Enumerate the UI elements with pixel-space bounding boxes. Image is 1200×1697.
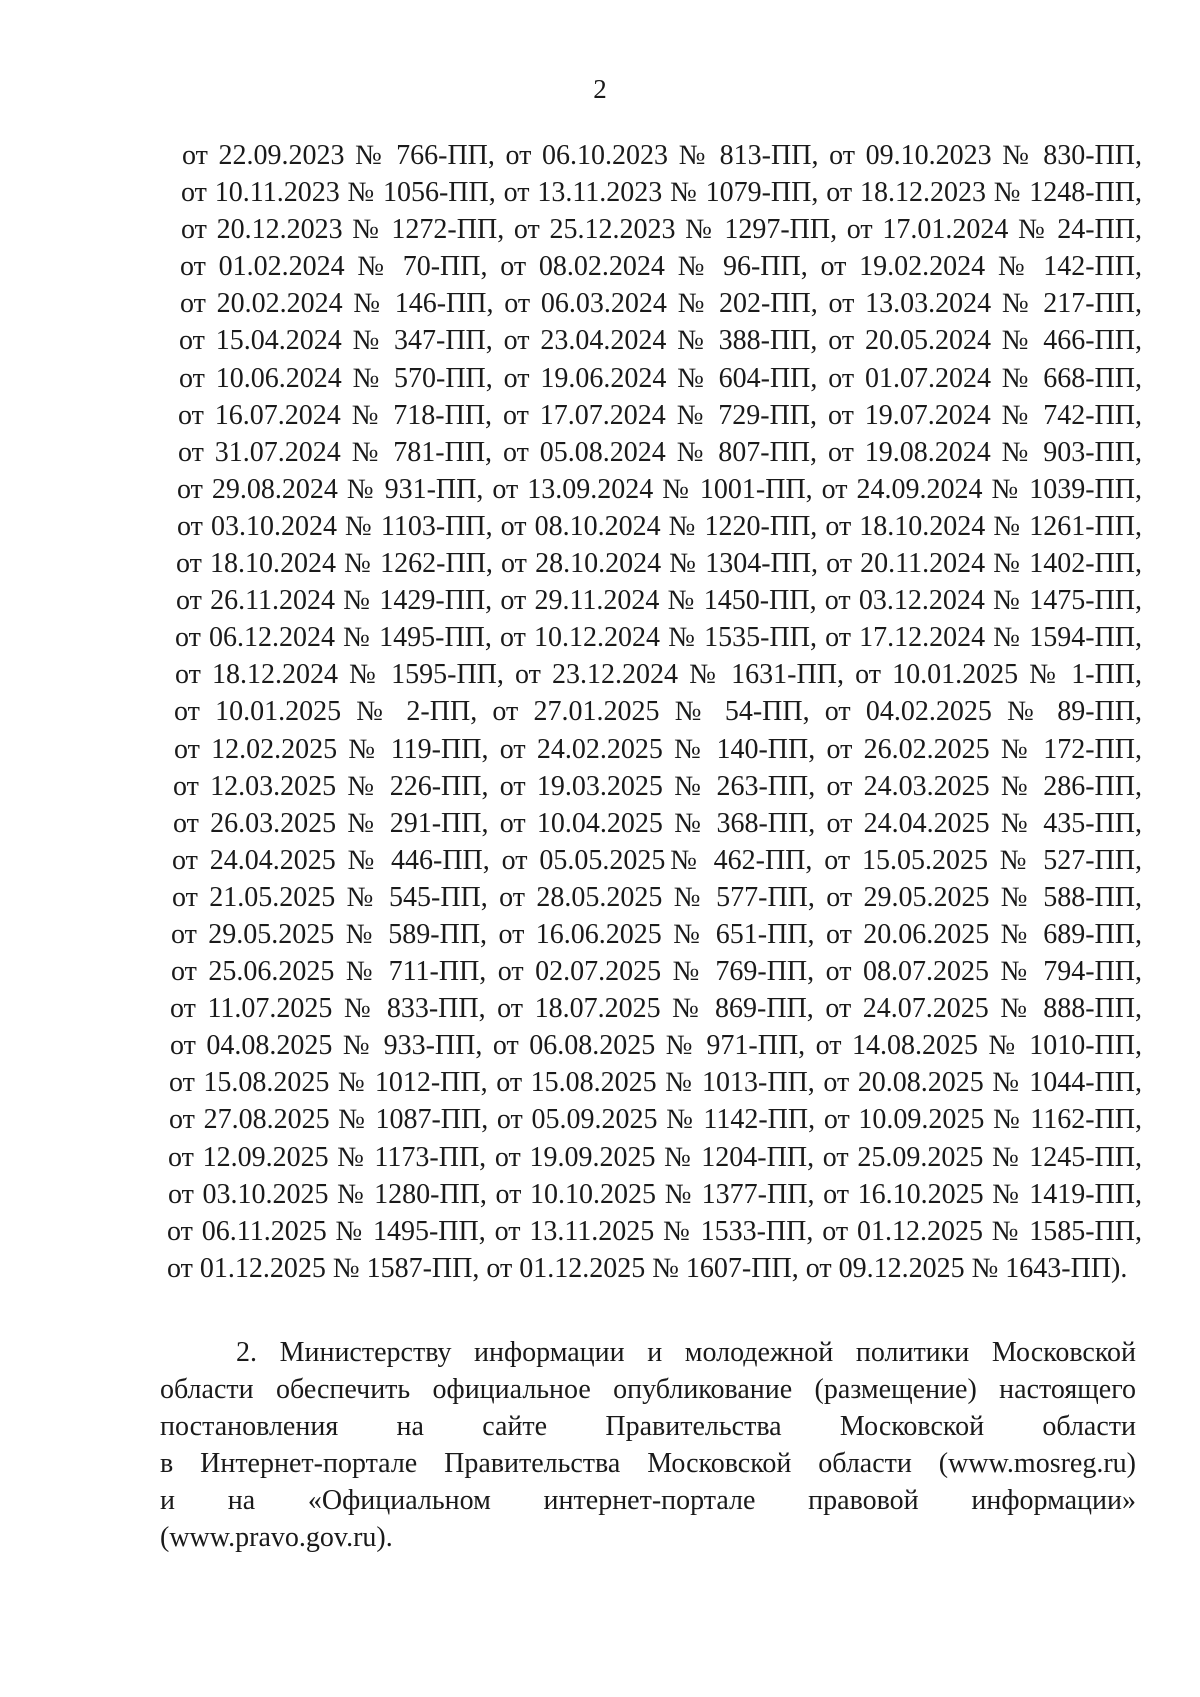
decree-list-line: от 12.02.2025 № 119-ПП, от 24.02.2025 № 140-ПП, от 26.02.2025 № 172-ПП, [174, 733, 1142, 765]
paragraph-2 [160, 1334, 1136, 1557]
decree-list-line: от 26.03.2025 № 291-ПП, от 10.04.2025 № 368-ПП, от 24.04.2025 № 435-ПП, [173, 807, 1142, 839]
decree-list [167, 137, 1142, 1287]
decree-list-line: от 22.09.2023 № 766-ПП, от 06.10.2023 № 813-ПП, от 09.10.2023 № 830-ПП, [182, 140, 1142, 171]
decree-list-line: от 11.07.2025 № 833-ПП, от 18.07.2025 № 869-ПП, от 24.07.2025 № 888-ПП, [170, 993, 1142, 1025]
decree-list-line: от 29.05.2025 № 589-ПП, от 16.06.2025 № 651-ПП, от 20.06.2025 № 689-ПП, [171, 918, 1142, 950]
decree-list-line: от 27.08.2025 № 1087-ПП, от 05.09.2025 № 1142-ПП, от 10.09.2025 № 1162-ПП, [169, 1104, 1142, 1136]
decree-list-line: от 03.10.2024 № 1103-ПП, от 08.10.2024 № 1220-ПП, от 18.10.2024 № 1261-ПП, [177, 510, 1142, 542]
decree-list-line: от 21.05.2025 № 545-ПП, от 28.05.2025 № 577-ПП, от 29.05.2025 № 588-ПП, [172, 881, 1142, 913]
decree-list-line: от 06.11.2025 № 1495-ПП, от 13.11.2025 № 1533-ПП, от 01.12.2025 № 1585-ПП, [167, 1215, 1142, 1247]
decree-list-line: от 01.02.2024 № 70-ПП, от 08.02.2024 № 96-ПП, от 19.02.2024 № 142-ПП, [180, 251, 1142, 283]
paragraph-line: постановления на сайте Правительства Московской области [160, 1411, 1136, 1443]
decree-list-line: от 12.03.2025 № 226-ПП, от 19.03.2025 № 263-ПП, от 24.03.2025 № 286-ПП, [173, 770, 1142, 802]
decree-list-line: от 20.02.2024 № 146-ПП, от 06.03.2024 № 202-ПП, от 13.03.2024 № 217-ПП, [180, 288, 1142, 320]
decree-list-line: от 06.12.2024 № 1495-ПП, от 10.12.2024 № 1535-ПП, от 17.12.2024 № 1594-ПП, [175, 622, 1142, 654]
paragraph-line: в Интернет-портале Правительства Московской области (www.mosreg.ru) [160, 1448, 1136, 1480]
decree-list-line: от 24.04.2025 № 446-ПП, от 05.05.2025№ 462-ПП, от 15.05.2025 № 527-ПП, [172, 844, 1142, 876]
paragraph-line: (www.pravo.gov.ru). [160, 1522, 393, 1554]
decree-list-line: от 29.08.2024 № 931-ПП, от 13.09.2024 № 1001-ПП, от 24.09.2024 № 1039-ПП, [177, 473, 1142, 505]
paragraph-line: и на «Официальном интернет-портале правовой информации» [160, 1485, 1136, 1517]
page-number: 2 [593, 74, 607, 104]
decree-list-line: от 03.10.2025 № 1280-ПП, от 10.10.2025 № 1377-ПП, от 16.10.2025 № 1419-ПП, [168, 1178, 1142, 1210]
decree-list-line: от 10.01.2025 № 2-ПП, от 27.01.2025 № 54-ПП, от 04.02.2025 № 89-ПП, [174, 696, 1142, 728]
decree-list-line: от 26.11.2024 № 1429-ПП, от 29.11.2024 № 1450-ПП, от 03.12.2024 № 1475-ПП, [176, 585, 1142, 617]
decree-list-line: от 31.07.2024 № 781-ПП, от 05.08.2024 № 807-ПП, от 19.08.2024 № 903-ПП, [178, 436, 1142, 468]
decree-list-line: от 12.09.2025 № 1173-ПП, от 19.09.2025 № 1204-ПП, от 25.09.2025 № 1245-ПП, [168, 1141, 1142, 1173]
decree-list-line: от 25.06.2025 № 711-ПП, от 02.07.2025 № 769-ПП, от 08.07.2025 № 794-ПП, [171, 956, 1142, 988]
decree-list-line: от 15.04.2024 № 347-ПП, от 23.04.2024 № 388-ПП, от 20.05.2024 № 466-ПП, [179, 325, 1142, 357]
decree-list-line: от 01.12.2025 № 1587-ПП, от 01.12.2025 № 1607-ПП, от 09.12.2025 № 1643-ПП). [167, 1252, 1128, 1284]
decree-list-line: от 04.08.2025 № 933-ПП, от 06.08.2025 № 971-ПП, от 14.08.2025 № 1010-ПП, [170, 1030, 1142, 1062]
paragraph-line: области обеспечить официальное опубликование (размещение) настоящего [160, 1374, 1136, 1406]
decree-list-line: от 18.12.2024 № 1595-ПП, от 23.12.2024 № 1631-ПП, от 10.01.2025 № 1-ПП, [175, 659, 1142, 691]
paragraph-line: 2. Министерству информации и молодежной политики Московской [236, 1337, 1136, 1368]
decree-list-line: от 10.11.2023 № 1056-ПП, от 13.11.2023 № 1079-ПП, от 18.12.2023 № 1248-ПП, [181, 177, 1142, 209]
decree-list-line: от 18.10.2024 № 1262-ПП, от 28.10.2024 № 1304-ПП, от 20.11.2024 № 1402-ПП, [176, 548, 1142, 580]
decree-list-line: от 15.08.2025 № 1012-ПП, от 15.08.2025 № 1013-ПП, от 20.08.2025 № 1044-ПП, [169, 1067, 1142, 1099]
decree-list-line: от 16.07.2024 № 718-ПП, от 17.07.2024 № 729-ПП, от 19.07.2024 № 742-ПП, [178, 399, 1142, 431]
decree-list-line: от 10.06.2024 № 570-ПП, от 19.06.2024 № 604-ПП, от 01.07.2024 № 668-ПП, [179, 362, 1142, 394]
decree-list-line: от 20.12.2023 № 1272-ПП, от 25.12.2023 № 1297-ПП, от 17.01.2024 № 24-ПП, [181, 214, 1142, 246]
